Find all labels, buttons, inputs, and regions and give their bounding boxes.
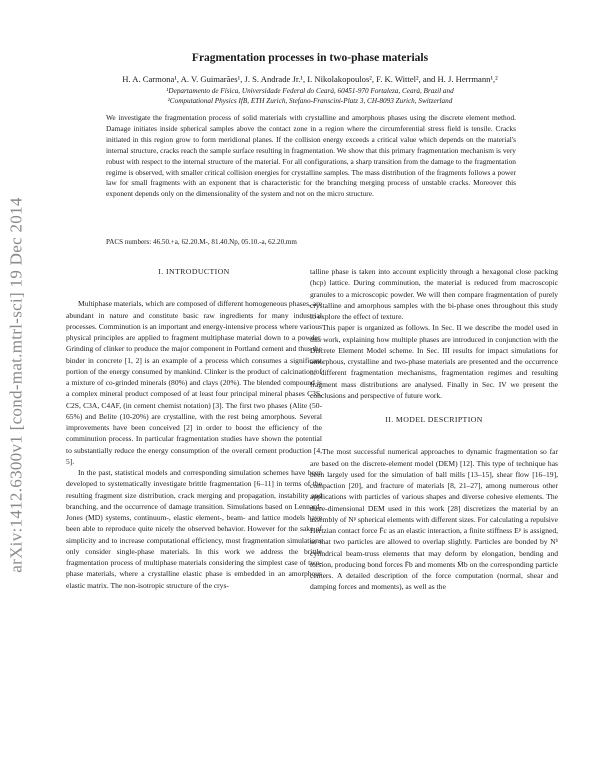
- paper-title: Fragmentation processes in two-phase materials: [191, 52, 429, 64]
- pacs-numbers: PACS numbers: 46.50.+a, 62.20.M-, 81.40.Np, 05.10.-a, 62.20.mm: [106, 238, 297, 246]
- intro-paragraph-1: Multiphase materials, which are composed of different homogeneous phases, are abundant in nature and constitute basic raw ingredients for many industrial processes. Comminution is an important and energy-intensive process where various physical principles are applied to fragment multiphase material down to a powder. Grinding of clinker to produce the major component in Portland cement and thus the binder in concrete [1, 2] is an example of a process which consumes a significant portion of the energy consumed by mankind. Clinker is the product of calcination of a mixture of co-grinded minerals (80%) and clays (20%). The blended compound is a complex mineral product composed of at least four principal mineral phases C3S, C2S, C3A, C4AF, (in cement chemist notation) [3]. The first two phases (Alite (50-65%) and Belite (10-20%) are crystalline, with the rest being amorphous. Several improvements have been conceived [2] in order to boost the efficiency of the comminution process. In particular fragmentation studies have shown the potential to substantially reduce the energy consumption of the overall cement production [4, 5].: [66, 299, 323, 466]
- section-heading-introduction: I. INTRODUCTION: [158, 267, 230, 276]
- intro-paragraph-4: This paper is organized as follows. In Sec. II we describe the model used in this work, explaining how multiple phases are introduced in conjunction with the Discrete Element Model scheme. In Sec. III results for impact simulations for amorphous, crystalline and two-phase materials are presented and the occurrence of different fragmentation mechanisms, fragmentation regimes and resulting fragment mass distributions are analysed. Finally in Sec. IV we present the conclusions and perspective of future work.: [310, 323, 558, 400]
- section-heading-model-description: II. MODEL DESCRIPTION: [385, 415, 483, 424]
- intro-paragraph-3: talline phase is taken into account explicitly through a hexagonal close packing (hcp) lattice. During comminution, the material is reduced from macroscopic granules to a microscopic powder. We will then compare fragmentation of purely crystalline and amorphous samples with the bi-phase ones throughout this study to explore the effect of texture.: [310, 267, 558, 321]
- arxiv-margin-stamp: [5, 170, 29, 600]
- left-column: [66, 266, 322, 591]
- affiliation-2: ²Computational Physics IfB, ETH Zurich, Stefano-Franscini-Platz 3, CH-8093 Zurich, Switzerland: [167, 97, 453, 105]
- author-list: H. A. Carmona¹, A. V. Guimarães¹, J. S. Andrade Jr.¹, I. Nikolakopoulos², F. K. Wittel², and H. J. Herrmann¹,²: [122, 74, 498, 84]
- model-paragraph-1: The most successful numerical approaches to dynamic fragmentation so far are based on the discrete-element model (DEM) [12]. This type of technique has been largely used for the simulation of ball mills [13–15], shear flow [16–19], compaction [20], and fracture of materials [8, 21–27], among numerous other applications with particles of various shapes and diverse cohesive elements. The three-dimensional DEM used in this work [28] discretizes the material by an assembly of Nᵖ spherical elements with different sizes. For calculating a repulsive Hertzian contact force F̄c as an elastic interaction, a finite stiffness Eᵖ is assigned, so that two particles are allowed to overlap slightly. Particles are bonded by Nᵇ cylindrical beam-truss elements that may deform by elongation, bending and torsion, producing bond forces F̄b and moments M̄b on the corresponding particle centers. A detailed description of the force computation (normal, shear and damping forces and moments), as well as the: [310, 447, 558, 592]
- abstract: We investigate the fragmentation process of solid materials with crystalline and amorphous phases using the discrete element method. Damage initiates inside spherical samples above the contact zone in a region where the circumferential stress field is tensile. Cracks initiated in this region grow to form meridional planes. If the collision energy exceeds a critical value which depends on the material's internal structure, cracks reach the sample surface resulting in fragmentation. We show that this primary fragmentation mechanism is very robust with respect to the internal structure of the material. For all configurations, a sharp transition from the damage to the fragmentation regime is observed, with smaller critical collision energies for crystalline samples. The mass distribution of the fragments follows a power law for small fragments with an exponent that is characteristic for the branching merging process of unstable cracks. Moreover this exponent depends only on the dimensionality of the system and not on the micro structure.: [106, 113, 516, 199]
- affiliation-1: ¹Departamento de Física, Universidade Federal do Ceará, 60451-970 Fortaleza, Ceará, Brazil and: [166, 87, 454, 95]
- right-column: [310, 266, 558, 593]
- intro-paragraph-2: In the past, statistical models and corresponding simulation schemes have been developed to systematically investigate brittle fragmentation [6–11] in terms of the resulting fragment size distribution, crack merging and propagation, instability and branching, and the occurrence of damage transition. Simulations based on Lennard-Jones (MD) systems, continuum-, elastic element-, beam- and lattice models have been able to reproduce quite nicely the observed behavior. However for the sake of simplicity and to increase computational efficiency, most fragmentation simulations only consider single-phase materials. In this work we address the brittle fragmentation process of multiphase materials considering the simplest case of two-phase materials, where a crystalline elastic phase is embedded in an amorphous elastic matrix. The non-isotropic structure of the crys-: [66, 468, 322, 590]
- arxiv-stamp-text: arXiv:1412.6300v1 [cond-mat.mtrl-sci] 19 Dec 2014: [7, 197, 26, 573]
